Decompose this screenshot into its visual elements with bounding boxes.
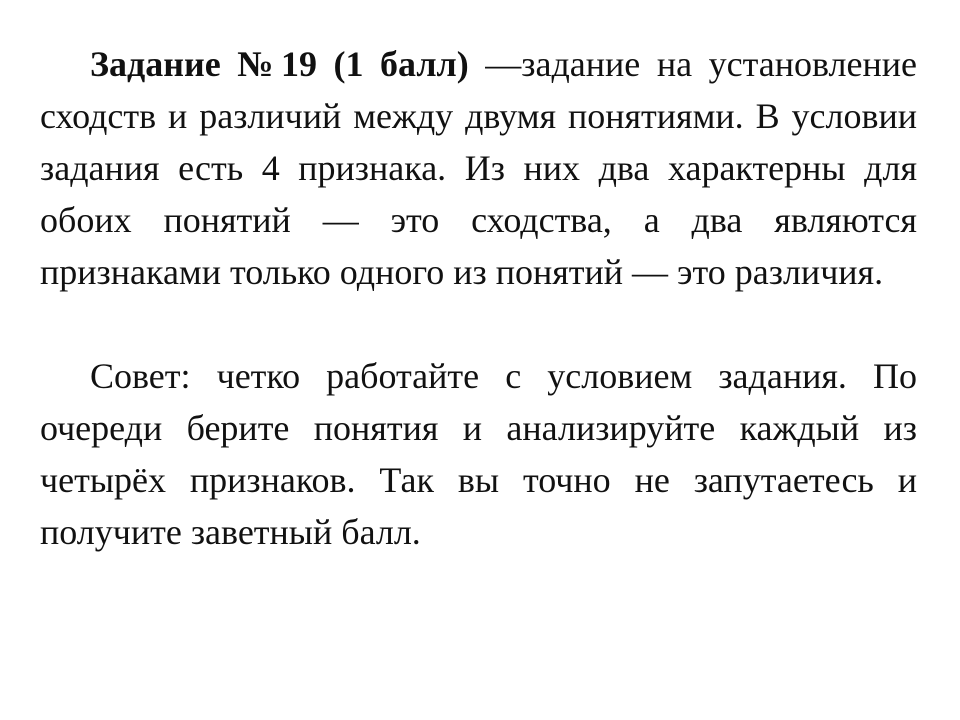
paragraph-spacer [40,298,917,350]
slide-content [40,38,917,558]
task-description: задание на установление сходств и различий между двумя понятиями. В условии задания есть 4 признака. Из них два характерны для обоих понятий — это сходства, а два являются признаками только одного из понятий — это различия. [40,44,917,292]
advice-paragraph: Совет: четко работайте с условием задания. По очереди берите понятия и анализируйте каждый из четырёх признаков. Так вы точно не запутаетесь и получите заветный балл. [40,356,917,552]
task-paragraph [40,38,917,298]
task-heading: Задание №19 (1 балл) [90,44,469,84]
task-dash: — [468,44,522,84]
